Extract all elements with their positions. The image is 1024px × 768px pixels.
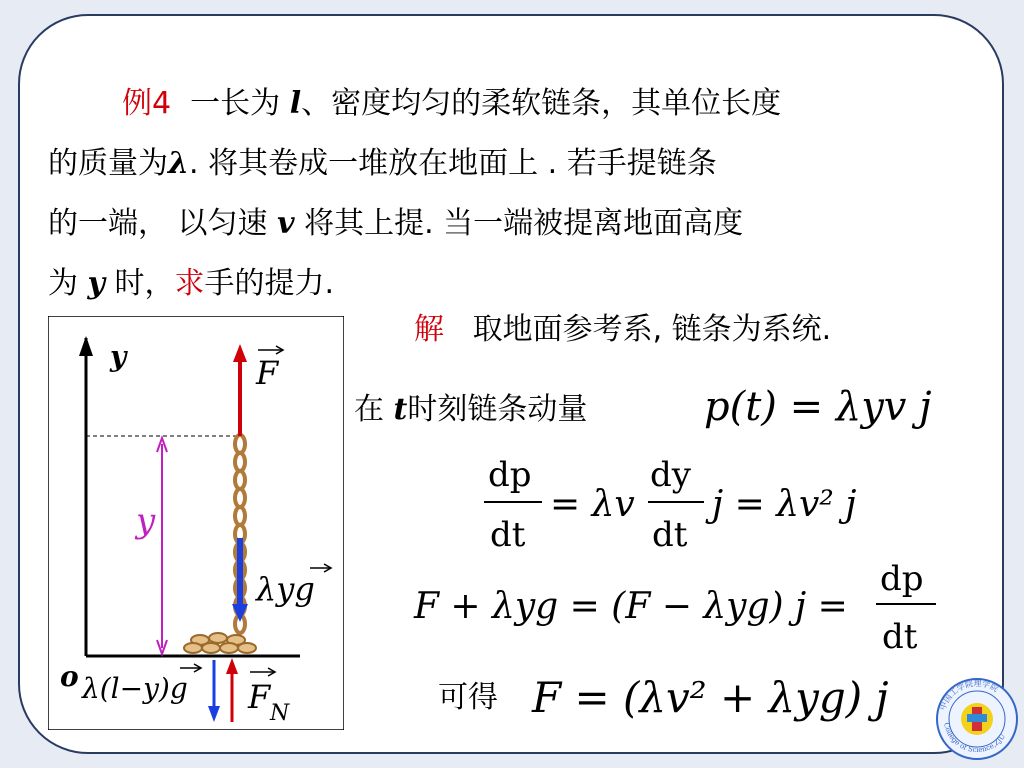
result-label: 可得 <box>438 680 498 715</box>
problem-line-1: 例4 一长为 l、密度均匀的柔软链条，其单位长度 <box>122 86 782 121</box>
eq2-num2: dy <box>650 455 691 495</box>
ground-weight-label: λ(l−y)g <box>82 672 188 705</box>
problem-line-3: 的一端， 以匀速 v 将其上提. 当一端被提离地面高度 <box>48 206 744 241</box>
eq2-rhs: j = λv² j <box>712 484 857 525</box>
eq2-den1: dt <box>490 515 526 555</box>
equation-force-balance <box>410 548 950 660</box>
eq3-num: dp <box>880 559 924 599</box>
eq3-den: dt <box>882 617 918 657</box>
eq3-lhs: F + λyg = (F − λyg) j = <box>414 586 848 627</box>
university-logo <box>934 676 1020 762</box>
weight-label: λyg <box>256 570 315 608</box>
logo-text-bottom: College of Science,ZJU <box>942 721 1008 755</box>
force-label: F <box>256 354 279 392</box>
eq2-mid: = λv <box>550 484 635 525</box>
request-word: 求 <box>174 266 205 301</box>
normal-force-label: F <box>248 678 271 716</box>
problem-line-4: 为 y 时，求手的提力. <box>48 266 335 301</box>
momentum-label: 在 t时刻链条动量 <box>354 392 588 427</box>
logo-text-top: 中国工学院理学院 <box>938 678 1000 712</box>
solution-text: 取地面参考系, 链条为系统. <box>472 312 832 347</box>
eq4-body: F = (λv² + λyg) j <box>532 673 889 722</box>
solution-header <box>414 304 831 348</box>
height-label: y <box>136 501 156 541</box>
example-label: 例4 <box>122 86 172 121</box>
equation-result <box>528 652 918 742</box>
eq2-num1: dp <box>488 455 532 495</box>
solution-label: 解 <box>414 312 444 347</box>
origin-label: o <box>60 660 79 693</box>
eq1-expression: p(t) = λyv j <box>704 384 932 430</box>
problem-statement <box>48 74 993 314</box>
chain-diagram <box>48 316 344 730</box>
problem-line-2: 的质量为λ. 将其卷成一堆放在地面上 . 若手提链条 <box>48 146 717 181</box>
equation-momentum <box>700 370 980 440</box>
y-axis-label: y <box>110 340 127 373</box>
normal-force-sub: N <box>270 701 290 726</box>
eq2-den2: dt <box>652 515 688 555</box>
